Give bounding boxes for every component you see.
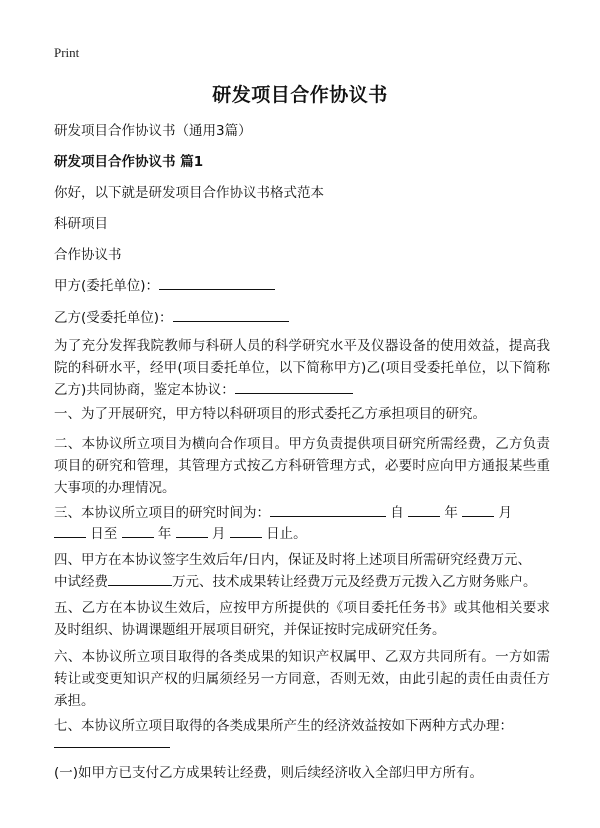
clause-7-blank-line	[54, 747, 170, 748]
clause-3-text: 三、本协议所立项目的研究时间为：	[54, 505, 270, 521]
clause-4-text-a: 中试经费	[54, 574, 108, 590]
preamble-text: 为了充分发挥我院教师与科研人员的科学研究水平及仪器设备的使用效益，提高我院的科研水平，经甲(项目委托单位，以下简称甲方)乙(项目受委托单位，以下简称乙方)共同协商，鉴定本协议：	[54, 338, 550, 398]
clause-3-blank-time	[270, 502, 386, 517]
clause-4-blank	[108, 571, 172, 586]
party-b-row	[54, 307, 550, 329]
clause-3-day-to: 日至	[90, 526, 118, 542]
party-b-blank	[173, 307, 289, 322]
clause-3-month2: 月	[211, 526, 226, 542]
clause-3-line-2	[54, 523, 550, 545]
clause-4-text-b: 万元、技术成果转让经费万元及经费万元拨入乙方财务账户。	[172, 574, 537, 590]
clause-5: 五、乙方在本协议生效后，应按甲方所提供的《项目委托任务书》或其他相关要求及时组织、协调课题组开展项目研究，并保证按时完成研究任务。	[54, 600, 550, 638]
research-project-line: 科研项目	[54, 216, 108, 232]
page-title: 研发项目合作协议书	[212, 84, 388, 106]
clause-3-blank-day	[54, 523, 86, 538]
clause-4-line-1: 四、甲方在本协议签字生效后年/日内，保证及时将上述项目所需研究经费万元、	[54, 552, 532, 568]
clause-3-line-1	[54, 502, 550, 524]
intro-line: 你好，以下就是研发项目合作协议书格式范本	[54, 185, 324, 201]
clause-3-blank-year2	[122, 523, 154, 538]
clause-3-blank-year	[408, 502, 440, 517]
clause-3-blank-month2	[176, 523, 208, 538]
clause-3-end: 日止。	[266, 526, 307, 542]
party-a-row	[54, 275, 550, 297]
agreement-line: 合作协议书	[54, 247, 122, 263]
preamble-blank	[235, 379, 353, 394]
party-a-label: 甲方(委托单位)：	[54, 278, 160, 294]
clause-3-blank-month	[462, 502, 494, 517]
party-b-label: 乙方(受委托单位)：	[54, 310, 173, 326]
clause-4-line-2	[54, 571, 550, 593]
clause-3-year2: 年	[157, 526, 172, 542]
clause-3-year: 年	[444, 505, 458, 521]
clause-7-item-1: (一)如甲方已支付乙方成果转让经费，则后续经济收入全部归甲方所有。	[54, 765, 484, 781]
section-heading: 研发项目合作协议书 篇1	[54, 154, 204, 170]
clause-6: 六、本协议所立项目取得的各类成果的知识产权属甲、乙双方共同所有。一方如需转让或变更知识产权的归属须经另一方同意，否则无效，由此引起的责任由责任方承担。	[54, 649, 550, 709]
party-a-blank	[159, 275, 275, 290]
clause-3-month: 月	[498, 505, 512, 521]
preamble-paragraph	[54, 335, 550, 401]
clause-3-from: 自	[390, 505, 404, 521]
clause-2: 二、本协议所立项目为横向合作项目。甲方负责提供项目研究所需经费，乙方负责项目的研究和管理，其管理方式按乙方科研管理方式，必要时应向甲方通报某些重大事项的办理情况。	[54, 436, 550, 496]
clause-7: 七、本协议所立项目取得的各类成果所产生的经济效益按如下两种方式办理：	[54, 718, 513, 734]
doc-subtitle: 研发项目合作协议书（通用3篇）	[54, 123, 252, 139]
print-link[interactable]: Print	[54, 45, 80, 60]
clause-1: 一、为了开展研究，甲方特以科研项目的形式委托乙方承担项目的研究。	[54, 406, 486, 422]
clause-3-blank-day2	[230, 523, 262, 538]
